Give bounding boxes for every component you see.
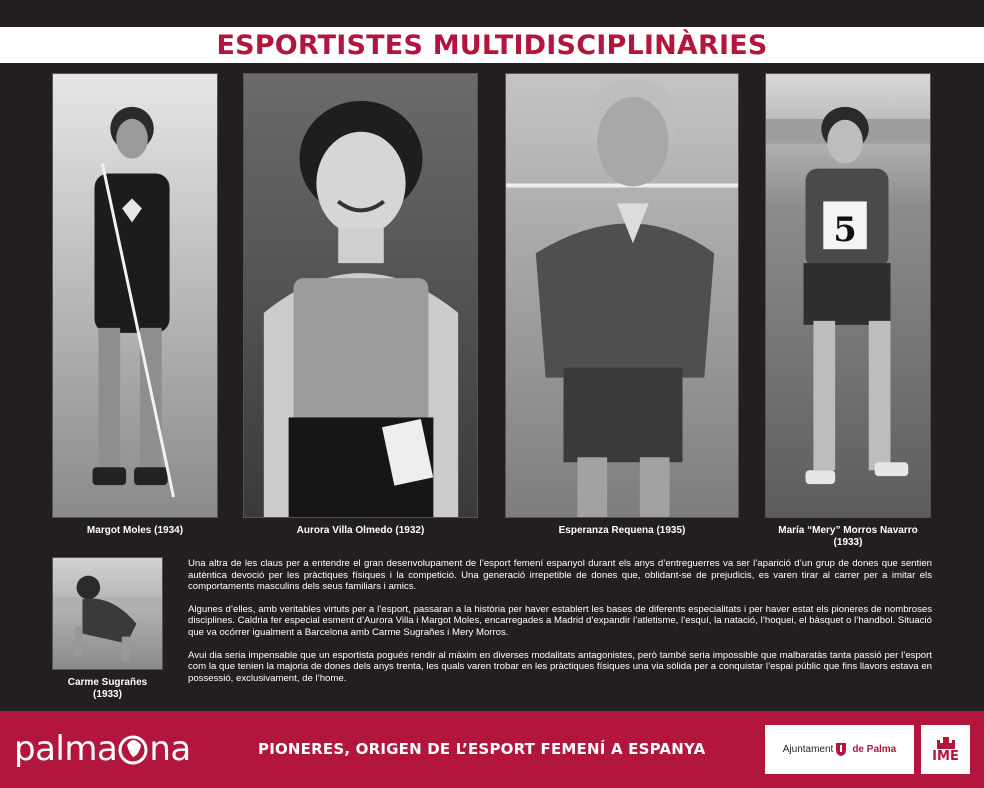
ime-logo: [921, 725, 970, 774]
brand-right: na: [149, 729, 191, 769]
palmadona-logo: [14, 725, 191, 773]
athlete-caption: Esperanza Requena (1935): [558, 525, 686, 536]
crest-icon: [836, 743, 846, 756]
athlete-caption: Margot Moles (1934): [86, 525, 184, 536]
athlete-portrait-photo: [505, 73, 739, 518]
body-text: [188, 558, 932, 695]
brand-left: palma: [14, 729, 118, 769]
smiling-athlete-photo: [243, 73, 478, 518]
woman-head-icon: [117, 733, 149, 765]
paragraph: Avui dia seria impensable que un esportista pogués rendir al màxim en diverses modalitats antagonistes, però també seria impossible que malbaratàs tanta passió per l’esport com la que tenien la majoria de dones dels anys trenta, les quals varen trobar en les pràctiques físiques una via sòlida per a conquistar l’espai públic que fins llavors estava en possessió, exclusivament, de l’home.: [188, 649, 932, 684]
bib-number: 5: [833, 209, 857, 250]
ime-label: IME: [932, 749, 959, 764]
footer-bar: [0, 711, 984, 788]
athlete-caption: María “Mery” Morros Navarro (1933): [778, 525, 918, 548]
crouching-start-photo: [52, 557, 163, 670]
exhibition-subtitle: PIONERES, ORIGEN DE L’ESPORT FEMENÍ A ESPANYA: [258, 740, 706, 758]
runner-number-5-photo: [765, 73, 931, 518]
athlete-caption: Aurora Villa Olmedo (1932): [296, 525, 425, 536]
title-banner: [0, 27, 984, 63]
de-palma-label: de Palma: [852, 744, 897, 755]
paragraph: Una altra de les claus per a entendre el gran desenvolupament de l’esport femení espanyol durant els anys d’entreguerres va ser l’aparició d’un grup de dones que sentien autèntica devoció per les pràctiques físiques i la competició. Una generació irrepetible de dones que, oblidant-se de prejudicis, es varen tirar al carrer per a imitar els comportaments masculins dels seus familiars i amics.: [188, 558, 932, 593]
ajuntament-label: Ajuntament: [782, 744, 834, 755]
javelin-athlete-photo: [52, 73, 218, 518]
castle-icon: [936, 735, 956, 749]
ajuntament-logo: [765, 725, 914, 774]
page-title: ESPORTISTES MULTIDISCIPLINÀRIES: [216, 29, 768, 61]
athlete-caption: Carme Sugrañes (1933): [67, 677, 148, 700]
paragraph: Algunes d’elles, amb veritables virtuts per a l’esport, passaran a la història per haver establert les bases de diferents especialitats i per haver estat els pioneres de nombroses disciplines. Caldria fer especial esment d’Aurora Villa i Margot Moles, encarregades a Madrid d’expandir l’atletisme, l’esquí, la natació, l’hoquei, el bàsquet o l’handbol. Situació que va ocórrer igualment a Barcelona amb Carme Sugrañes i Mery Morros.: [188, 603, 932, 638]
